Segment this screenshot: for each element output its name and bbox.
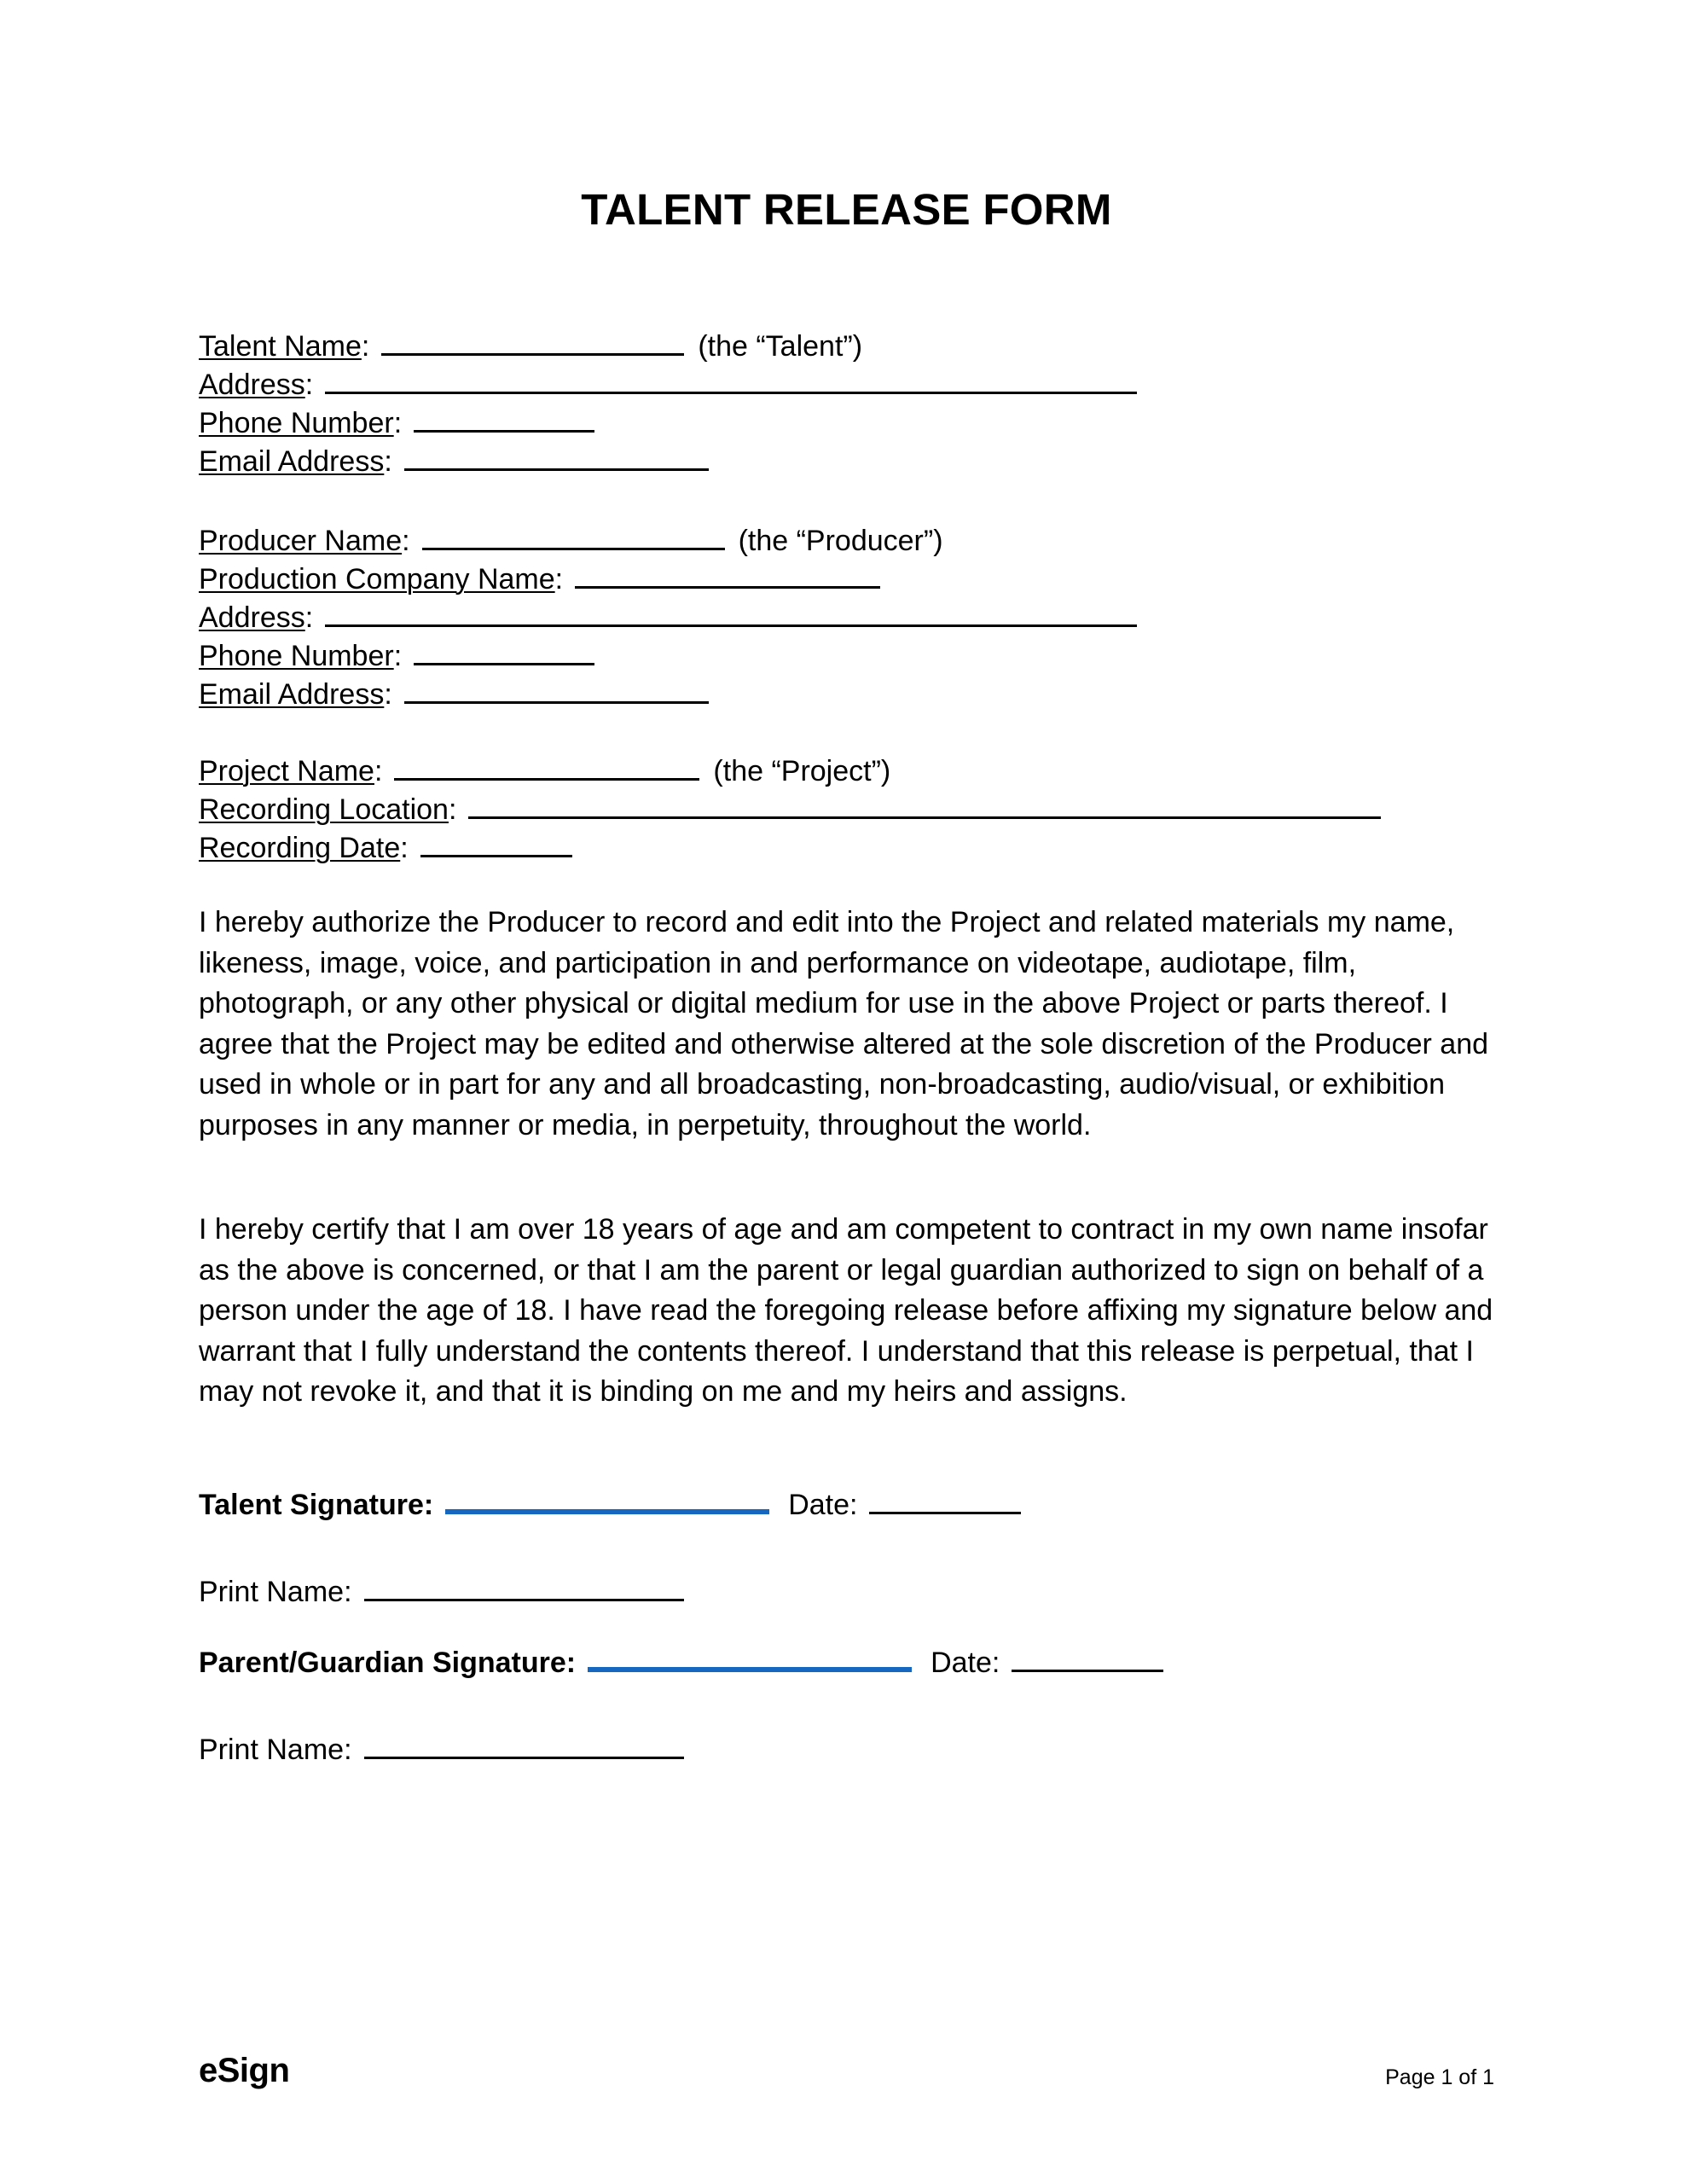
parent-date-label: Date: — [931, 1647, 1000, 1679]
talent-print-name-field[interactable] — [364, 1570, 684, 1601]
parent-print-name-label: Print Name: — [199, 1734, 352, 1766]
talent-email-input[interactable] — [404, 439, 709, 471]
talent-phone-input[interactable] — [414, 401, 594, 433]
field-row-producer-name — [199, 519, 1495, 557]
project-name-tail: (the “Project”) — [713, 755, 891, 787]
production-company-name-label: Production Company Name: — [199, 563, 564, 595]
producer-name-tail: (the “Producer”) — [738, 525, 943, 557]
project-name-input[interactable] — [394, 749, 699, 781]
parent-date-field[interactable] — [1012, 1641, 1163, 1672]
project-name-label: Project Name: — [199, 755, 383, 787]
field-row-producer-email — [199, 672, 1495, 711]
parent-signature-row — [199, 1638, 1504, 1679]
talent-name-input[interactable] — [381, 324, 684, 356]
page-number: Page 1 of 1 — [1385, 2065, 1494, 2089]
field-row-producer-phone — [199, 634, 1495, 672]
producer-fields-group — [199, 519, 1495, 711]
talent-date-field[interactable] — [869, 1483, 1021, 1514]
talent-address-input[interactable] — [325, 363, 1137, 394]
talent-name-tail: (the “Talent”) — [698, 330, 863, 363]
producer-phone-input[interactable] — [414, 634, 594, 665]
talent-phone-label: Phone Number: — [199, 407, 403, 439]
producer-name-label: Producer Name: — [199, 525, 410, 557]
talent-date-label: Date: — [788, 1489, 858, 1521]
talent-print-name-row — [199, 1570, 1504, 1611]
production-company-name-input[interactable] — [575, 557, 880, 589]
parent-signature-label: Parent/Guardian Signature: — [199, 1647, 577, 1679]
page-footer — [199, 2052, 1494, 2090]
talent-email-label: Email Address: — [199, 445, 392, 478]
producer-email-input[interactable] — [404, 672, 709, 704]
talent-address-label: Address: — [199, 369, 314, 401]
producer-address-label: Address: — [199, 601, 314, 634]
parent-signature-field[interactable] — [588, 1638, 912, 1672]
recording-location-input[interactable] — [468, 787, 1381, 819]
talent-signature-row — [199, 1480, 1504, 1521]
recording-date-input[interactable] — [420, 826, 572, 857]
release-paragraph-1: I hereby authorize the Producer to record and edit into the Project and related materials my name, likeness, image, voice, and participation in and performance on videotape, audiotape, film, photograph, or any other physical or digital medium for use in the above Project or parts thereof. I agree that the Project may be edited and otherwise altered at the sole discretion of the Producer and used in whole or in part for any and all broadcasting, non-broadcasting, audio/visual, or exhibition purposes in any manner or media, in perpetuity, throughout the world. — [199, 906, 1489, 1141]
field-row-producer-address — [199, 595, 1495, 634]
field-row-talent-name — [199, 324, 1495, 363]
field-row-production-company-name — [199, 557, 1495, 595]
field-row-talent-email — [199, 439, 1495, 478]
talent-fields-group — [199, 324, 1495, 478]
release-paragraph-2: I hereby certify that I am over 18 years of age and am competent to contract in my own name insofar as the above is concerned, or that I am the parent or legal guardian authorized to sign on behalf of a person under the age of 18. I have read the foregoing release before affixing my signature below and warrant that I fully understand the contents thereof. I understand that this release is perpetual, that I may not revoke it, and that it is binding on me and my heirs and assigns. — [199, 1213, 1493, 1408]
talent-signature-field[interactable] — [445, 1480, 769, 1514]
recording-date-label: Recording Date: — [199, 832, 409, 864]
field-row-talent-address — [199, 363, 1495, 401]
field-row-project-name — [199, 749, 1495, 787]
producer-address-input[interactable] — [325, 595, 1137, 627]
producer-phone-label: Phone Number: — [199, 640, 403, 672]
esign-logo: eSign — [199, 2052, 290, 2089]
parent-print-name-row — [199, 1728, 1504, 1769]
parent-print-name-field[interactable] — [364, 1728, 684, 1759]
producer-name-input[interactable] — [422, 519, 725, 550]
producer-email-label: Email Address: — [199, 678, 392, 711]
field-row-recording-date — [199, 826, 1495, 864]
field-row-talent-phone — [199, 401, 1495, 439]
field-row-recording-location — [199, 787, 1495, 826]
recording-location-label: Recording Location: — [199, 793, 457, 826]
talent-print-name-label: Print Name: — [199, 1576, 352, 1608]
talent-signature-label: Talent Signature: — [199, 1489, 434, 1521]
project-fields-group — [199, 749, 1495, 864]
page-title: TALENT RELEASE FORM — [581, 185, 1112, 234]
talent-name-label: Talent Name: — [199, 330, 370, 363]
